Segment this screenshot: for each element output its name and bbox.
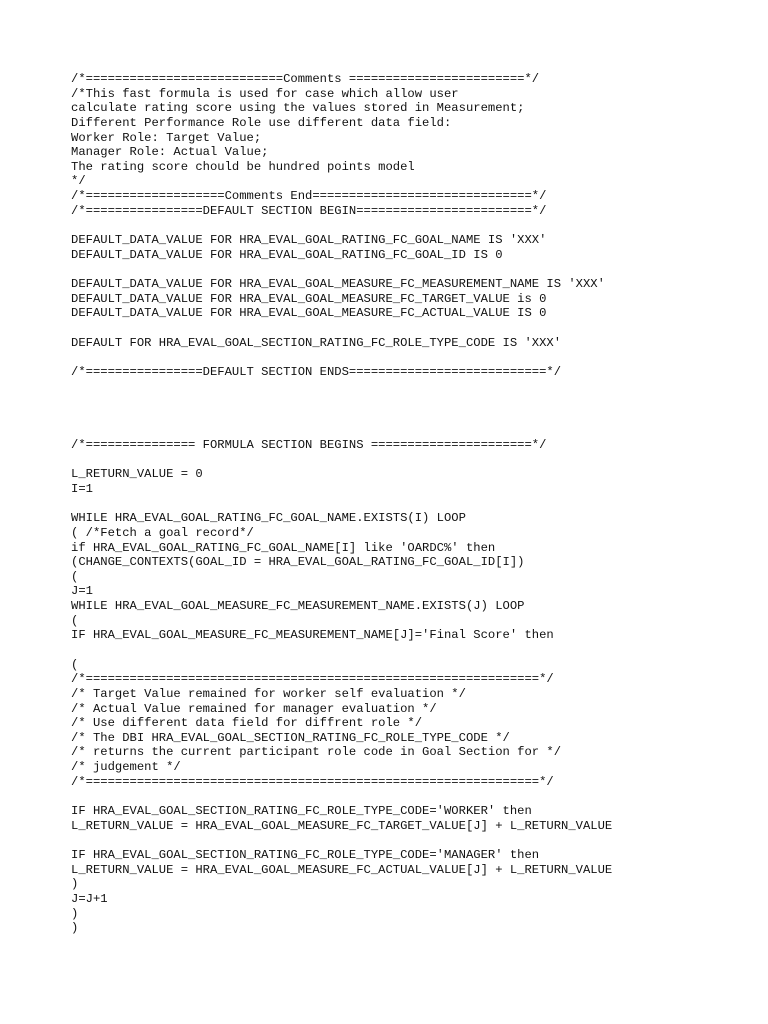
code-line: /*===========================Comments ========================*/ xyxy=(71,72,540,86)
code-line: DEFAULT_DATA_VALUE FOR HRA_EVAL_GOAL_MEASURE_FC_TARGET_VALUE is 0 xyxy=(71,291,547,306)
code-line: DEFAULT_DATA_VALUE FOR HRA_EVAL_GOAL_RATING_FC_GOAL_NAME IS 'XXX' xyxy=(71,233,547,248)
code-line xyxy=(71,453,612,468)
code-line: ) xyxy=(71,906,79,921)
code-line: */ xyxy=(71,174,86,189)
code-line: Manager Role: Actual Value; xyxy=(71,145,269,160)
code-line xyxy=(71,833,612,848)
code-line: DEFAULT_DATA_VALUE FOR HRA_EVAL_GOAL_MEASURE_FC_ACTUAL_VALUE IS 0 xyxy=(71,306,547,321)
code-line xyxy=(71,350,612,365)
code-line: DEFAULT_DATA_VALUE FOR HRA_EVAL_GOAL_RATING_FC_GOAL_ID IS 0 xyxy=(71,247,503,262)
code-line: /*================DEFAULT SECTION BEGIN========================*/ xyxy=(71,203,547,218)
code-line: /*==============================================================*/ xyxy=(71,672,554,687)
code-line xyxy=(71,394,612,409)
code-line: ( xyxy=(71,569,79,584)
code-line: /*==============================================================*/ xyxy=(71,774,554,789)
code-line: WHILE HRA_EVAL_GOAL_MEASURE_FC_MEASUREMENT_NAME.EXISTS(J) LOOP xyxy=(71,599,525,614)
code-line xyxy=(71,218,612,233)
code-line xyxy=(71,409,612,424)
code-line xyxy=(71,321,612,336)
code-line: /*=============== FORMULA SECTION BEGINS ======================*/ xyxy=(71,438,547,453)
code-line: /* judgement */ xyxy=(71,760,181,775)
code-line: /* Use different data field for diffrent role */ xyxy=(71,716,423,731)
code-line: IF HRA_EVAL_GOAL_MEASURE_FC_MEASUREMENT_NAME[J]='Final Score' then xyxy=(71,628,554,643)
code-line: ( /*Fetch a goal record*/ xyxy=(71,525,254,540)
fast-formula-code-listing xyxy=(71,72,612,936)
code-line: ( xyxy=(71,613,79,628)
code-line: L_RETURN_VALUE = HRA_EVAL_GOAL_MEASURE_FC_ACTUAL_VALUE[J] + L_RETURN_VALUE xyxy=(71,862,613,877)
code-line: Worker Role: Target Value; xyxy=(71,130,262,145)
code-line: /*===================Comments End==============================*/ xyxy=(71,189,547,204)
code-line: /*================DEFAULT SECTION ENDS===========================*/ xyxy=(71,364,562,379)
code-line: J=J+1 xyxy=(71,891,108,906)
code-line xyxy=(71,262,612,277)
code-line xyxy=(71,789,612,804)
code-line: IF HRA_EVAL_GOAL_SECTION_RATING_FC_ROLE_TYPE_CODE='WORKER' then xyxy=(71,804,532,819)
code-line: ) xyxy=(71,877,79,892)
code-line xyxy=(71,423,612,438)
code-line: (CHANGE_CONTEXTS(GOAL_ID = HRA_EVAL_GOAL_RATING_FC_GOAL_ID[I]) xyxy=(71,555,525,570)
code-line: ( xyxy=(71,657,79,672)
code-line: if HRA_EVAL_GOAL_RATING_FC_GOAL_NAME[I] like 'OARDC%' then xyxy=(71,540,496,555)
code-line: Different Performance Role use different data field: xyxy=(71,115,452,130)
code-line: /* Actual Value remained for manager evaluation */ xyxy=(71,701,437,716)
code-line xyxy=(71,379,612,394)
code-line: DEFAULT_DATA_VALUE FOR HRA_EVAL_GOAL_MEASURE_FC_MEASUREMENT_NAME IS 'XXX' xyxy=(71,276,605,291)
code-line: WHILE HRA_EVAL_GOAL_RATING_FC_GOAL_NAME.EXISTS(I) LOOP xyxy=(71,511,466,526)
code-line: /*This fast formula is used for case which allow user xyxy=(71,86,459,101)
code-line: /* Target Value remained for worker self evaluation */ xyxy=(71,686,466,701)
code-line: I=1 xyxy=(71,481,93,496)
code-line: /* The DBI HRA_EVAL_GOAL_SECTION_RATING_FC_ROLE_TYPE_CODE */ xyxy=(71,730,510,745)
code-line: /* returns the current participant role code in Goal Section for */ xyxy=(71,745,562,760)
code-line: J=1 xyxy=(71,584,93,599)
code-line xyxy=(71,643,612,658)
code-line: ) xyxy=(71,921,79,936)
code-line xyxy=(71,497,612,512)
code-line: The rating score chould be hundred points model xyxy=(71,159,415,174)
code-line: calculate rating score using the values stored in Measurement; xyxy=(71,101,525,116)
code-line: DEFAULT FOR HRA_EVAL_GOAL_SECTION_RATING_FC_ROLE_TYPE_CODE IS 'XXX' xyxy=(71,335,562,350)
code-line: L_RETURN_VALUE = HRA_EVAL_GOAL_MEASURE_FC_TARGET_VALUE[J] + L_RETURN_VALUE xyxy=(71,818,613,833)
code-line: IF HRA_EVAL_GOAL_SECTION_RATING_FC_ROLE_TYPE_CODE='MANAGER' then xyxy=(71,847,540,862)
code-line: L_RETURN_VALUE = 0 xyxy=(71,467,203,482)
